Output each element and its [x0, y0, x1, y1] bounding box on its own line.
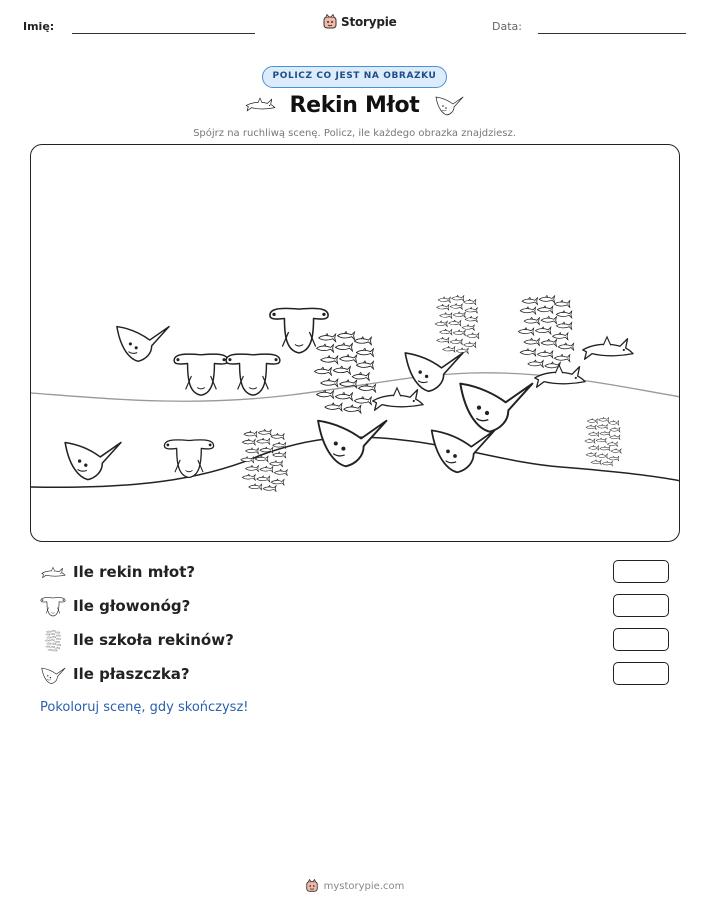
shark-school-icon — [40, 630, 66, 652]
hammerhead-head-icon — [174, 354, 228, 395]
question-row — [40, 628, 680, 662]
date-label: Data: — [492, 20, 522, 33]
stingray-icon — [434, 92, 464, 118]
hammerhead-head-icon — [226, 354, 280, 395]
question-text: Ile rekin młot? — [73, 563, 196, 581]
question-text: Ile płaszczka? — [73, 665, 190, 683]
shark-school-icon — [435, 295, 479, 353]
title-row — [0, 92, 709, 124]
coloring-instruction: Pokoloruj scenę, gdy skończysz! — [40, 700, 249, 715]
shark-school-icon — [518, 295, 573, 369]
date-field-line[interactable] — [538, 33, 686, 34]
brand-logo — [322, 14, 397, 30]
footer-website: mystorypie.com — [323, 880, 405, 892]
stingray-icon — [40, 664, 66, 686]
stingray-icon — [117, 327, 169, 362]
stingray-icon — [432, 430, 495, 472]
hammerhead-shark-icon — [535, 365, 585, 387]
stingray-icon — [318, 421, 386, 467]
storypie-logo-icon — [322, 14, 338, 30]
hammerhead-shark-icon — [373, 388, 423, 410]
instruction-pill: POLICZ CO JEST NA OBRAZKU — [262, 66, 447, 88]
hammerhead-head-icon — [40, 596, 66, 618]
stingray-icon — [460, 384, 532, 432]
question-row — [40, 662, 680, 696]
hammerhead-head-icon — [164, 440, 213, 478]
worksheet-header — [0, 12, 709, 42]
brand-name: Storypie — [341, 15, 397, 29]
stingray-icon — [405, 353, 463, 391]
name-label: Imię: — [23, 20, 55, 33]
answer-box[interactable] — [613, 594, 669, 617]
hammerhead-shark-icon — [40, 562, 66, 584]
storypie-logo-icon — [305, 879, 319, 893]
question-row — [40, 594, 680, 628]
footer — [0, 879, 709, 893]
answer-box[interactable] — [613, 628, 669, 651]
question-text: Ile głowonóg? — [73, 597, 191, 615]
hammerhead-shark-icon — [583, 337, 633, 359]
hammerhead-head-icon — [270, 308, 328, 352]
shark-school-icon — [585, 417, 621, 466]
shark-school-icon — [241, 429, 288, 491]
answer-box[interactable] — [613, 560, 669, 583]
name-field-line[interactable] — [72, 33, 255, 34]
counting-scene — [30, 144, 680, 542]
question-text: Ile szkoła rekinów? — [73, 631, 234, 649]
ocean-scene-illustration — [31, 145, 680, 542]
page-subtitle: Spójrz na ruchliwą scenę. Policz, ile każdego obrazka znajdziesz. — [193, 128, 516, 139]
question-list — [40, 560, 680, 696]
page-title: Rekin Młot — [289, 93, 420, 118]
question-row — [40, 560, 680, 594]
shark-school-icon — [314, 331, 375, 413]
stingray-icon — [65, 442, 121, 479]
answer-box[interactable] — [613, 662, 669, 685]
